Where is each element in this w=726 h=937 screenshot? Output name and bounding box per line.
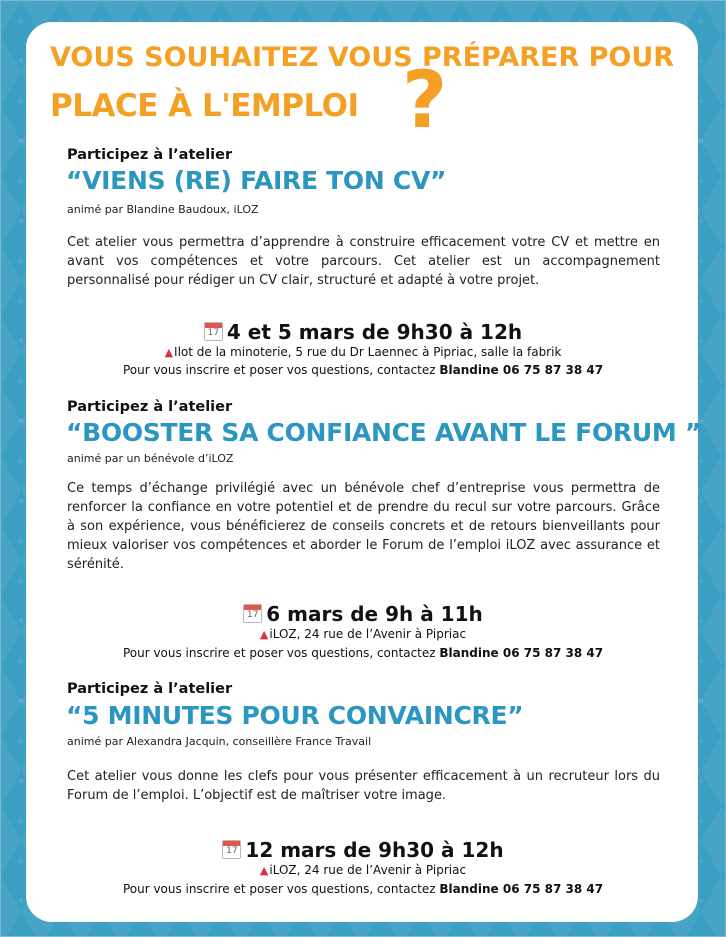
workshop-2-location: ▲iLOZ, 24 rue de l’Avenir à Pipriac <box>259 627 467 641</box>
workshop-2-date: 17 6 mars de 9h à 11h <box>0 602 726 626</box>
workshop-3-location: ▲iLOZ, 24 rue de l’Avenir à Pipriac <box>259 863 467 877</box>
headline-line2: PLACE À L'EMPLOI <box>50 88 359 124</box>
workshop-1-date: 17 4 et 5 mars de 9h30 à 12h <box>0 320 726 344</box>
pushpin-icon: ▲ <box>259 628 269 641</box>
pushpin-icon: ▲ <box>164 346 174 359</box>
calendar-icon: 17 <box>222 840 241 859</box>
question-mark: ? <box>402 56 448 146</box>
workshop-1-description: Cet atelier vous permettra d’apprendre à construire efficacement votre CV et mettre en avant vos compétences et votre parcours. Cet atelier est un accompagnement personnalisé pour rédiger un CV clair, structuré et adapté à votre projet. <box>67 235 660 288</box>
contact-phone: Blandine 06 75 87 38 47 <box>439 646 604 660</box>
calendar-icon: 17 <box>243 604 262 623</box>
headline-line1: VOUS SOUHAITEZ VOUS PRÉPARER POUR <box>50 42 675 73</box>
pushpin-icon: ▲ <box>259 864 269 877</box>
workshop-3-title: “5 MINUTES POUR CONVAINCRE” <box>66 701 524 730</box>
workshop-2-contact: Pour vous inscrire et poser vos questions, contactez Blandine 06 75 87 38 47 <box>122 646 604 660</box>
workshop-2-description: Ce temps d’échange privilégié avec un bénévole chef d’entreprise vous permettra de renforcer la confiance en votre potentiel et de prendre du recul sur votre parcours. Grâce à son expérience, vous bénéficierez de conseils concrets et de retours bienveillants pour mieux valoriser vos compétences et aborder le Forum de l’emploi iLOZ avec assurance et sérénité. <box>67 481 660 572</box>
workshop-1-location: ▲Ilot de la minoterie, 5 rue du Dr Laennec à Pipriac, salle la fabrik <box>164 345 562 359</box>
workshop-3-lead: Participez à l’atelier <box>67 681 233 697</box>
workshop-3-description: Cet atelier vous donne les clefs pour vous présenter efficacement à un recruteur lors du Forum de l’emploi. L’objectif est de maîtriser votre image. <box>67 769 660 803</box>
workshop-1-animator: animé par Blandine Baudoux, iLOZ <box>67 203 259 216</box>
workshop-2-lead: Participez à l’atelier <box>67 399 233 415</box>
contact-phone: Blandine 06 75 87 38 47 <box>439 882 604 896</box>
workshop-2-animator: animé par un bénévole d’iLOZ <box>67 452 234 465</box>
workshop-1-lead: Participez à l’atelier <box>67 147 233 163</box>
contact-phone: Blandine 06 75 87 38 47 <box>439 363 604 377</box>
workshop-3-contact: Pour vous inscrire et poser vos questions, contactez Blandine 06 75 87 38 47 <box>122 882 604 896</box>
workshop-3-date: 17 12 mars de 9h30 à 12h <box>0 838 726 862</box>
workshop-2-title: “BOOSTER SA CONFIANCE AVANT LE FORUM ” <box>66 418 701 447</box>
calendar-icon: 17 <box>204 322 223 341</box>
workshop-3-animator: animé par Alexandra Jacquin, conseillère France Travail <box>67 735 372 748</box>
workshop-1-title: “VIENS (RE) FAIRE TON CV” <box>66 166 447 195</box>
workshop-1-contact: Pour vous inscrire et poser vos questions, contactez Blandine 06 75 87 38 47 <box>122 363 604 377</box>
